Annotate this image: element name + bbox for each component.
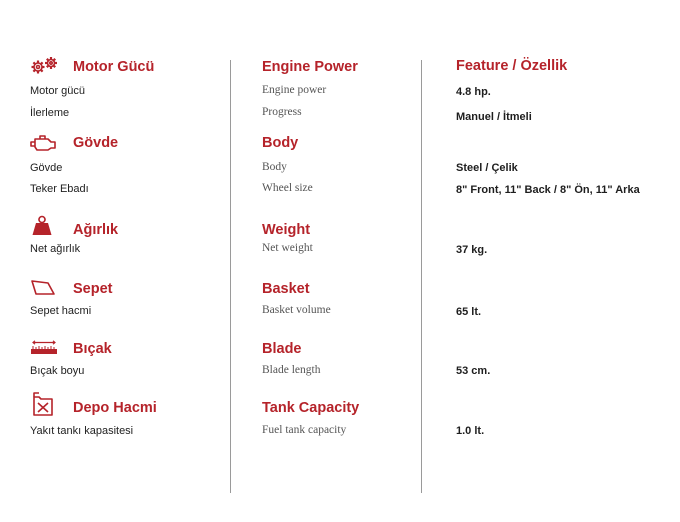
section-title-en-tank: Tank Capacity — [262, 400, 360, 416]
section-title-tank: Depo Hacmi — [73, 400, 157, 416]
row-value: 8" Front, 11" Back / 8" Ön, 11" Arka — [456, 184, 640, 196]
row-value: Manuel / İtmeli — [456, 111, 532, 123]
column-divider-left — [230, 60, 231, 493]
weight-icon — [31, 215, 53, 237]
row-label-en: Engine power — [262, 84, 327, 96]
row-label-en: Wheel size — [262, 182, 313, 194]
fuel-can-icon — [31, 391, 55, 417]
ruler-icon — [30, 340, 58, 356]
section-title-body: Gövde — [73, 135, 119, 151]
section-title-en-blade: Blade — [262, 341, 302, 357]
row-label-tr: Gövde — [30, 162, 63, 174]
engine-icon — [29, 134, 59, 152]
row-label-en: Blade length — [262, 364, 321, 376]
row-label-en: Basket volume — [262, 304, 331, 316]
section-title-en-body: Body — [262, 135, 299, 151]
row-label-tr: Sepet hacmi — [30, 305, 92, 317]
row-value: 53 cm. — [456, 365, 491, 377]
row-value: 1.0 lt. — [456, 425, 485, 437]
row-label-tr: Teker Ebadı — [30, 183, 89, 195]
section-title-weight: Ağırlık — [73, 222, 119, 238]
section-title-en-weight: Weight — [262, 222, 311, 238]
row-label-en: Body — [262, 161, 287, 173]
section-title-motor: Motor Gücü — [73, 59, 155, 75]
row-label-tr: Yakıt tankı kapasitesi — [30, 425, 134, 437]
row-value: 4.8 hp. — [456, 86, 491, 98]
row-label-en: Progress — [262, 106, 302, 118]
feature-column-title: Feature / Özellik — [456, 58, 568, 74]
row-value: 65 lt. — [456, 306, 482, 318]
row-label-en: Fuel tank capacity — [262, 424, 347, 436]
section-title-en-basket: Basket — [262, 281, 310, 297]
section-title-blade: Bıçak — [73, 341, 112, 357]
row-value: Steel / Çelik — [456, 162, 518, 174]
row-label-tr: Motor gücü — [30, 85, 86, 97]
row-label-tr: İlerleme — [30, 107, 70, 119]
row-label-tr: Bıçak boyu — [30, 365, 85, 377]
basket-icon — [30, 279, 56, 297]
section-title-basket: Sepet — [73, 281, 113, 297]
column-divider-right — [421, 60, 422, 493]
gears-icon — [30, 56, 60, 74]
row-label-en: Net weight — [262, 242, 313, 254]
section-title-en-motor: Engine Power — [262, 59, 358, 75]
row-value: 37 kg. — [456, 244, 488, 256]
row-label-tr: Net ağırlık — [30, 243, 81, 255]
